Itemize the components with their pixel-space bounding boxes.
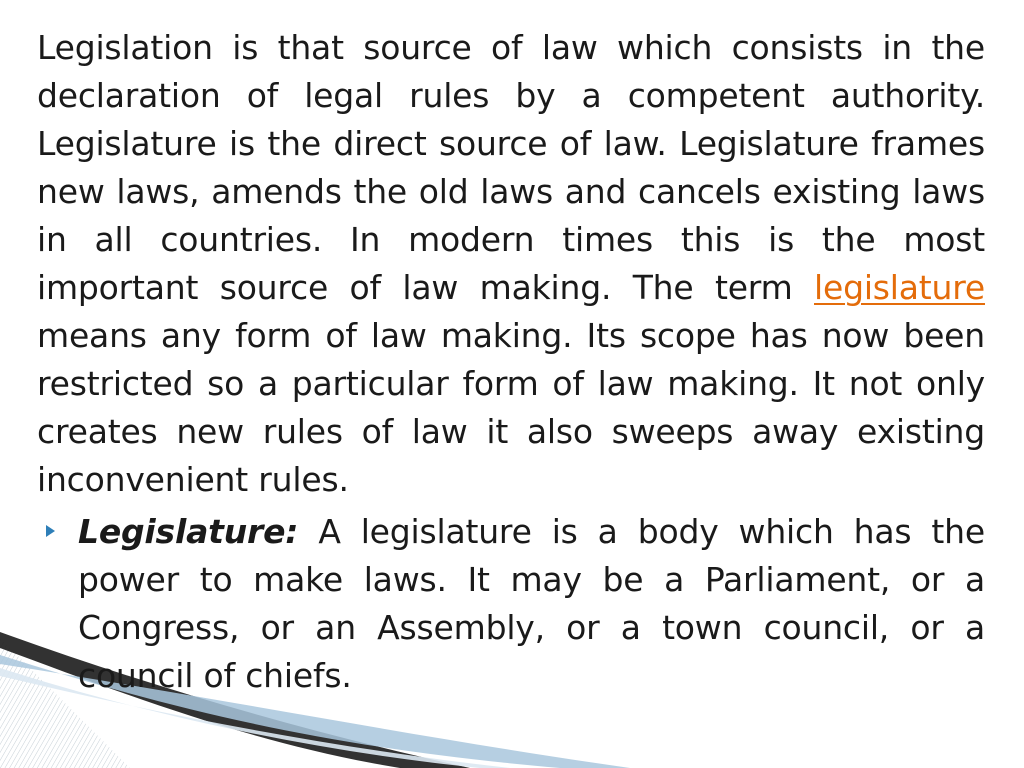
text-content [37, 24, 985, 700]
bullet-item [37, 508, 985, 700]
paragraph-text-after-link: means any form of law making. Its scope has now been restricted so a particular form of law making. It not only creates new rules of law it also sweeps away existing inconvenient rules. [37, 316, 985, 499]
body-paragraph [37, 24, 985, 504]
bullet-text [78, 508, 985, 700]
bullet-term: Legislature: [78, 512, 299, 551]
paragraph-text-before-link: Legislation is that source of law which consists in the declaration of legal rules by a competent authority. Legislature is the direct source of law. Legislature frames new laws, amends the old laws and cancels existing laws in all countries. In modern times this is the most important source of law making. The term [37, 28, 985, 307]
legislature-link[interactable]: legislature [814, 268, 985, 307]
triangle-bullet-icon [46, 525, 55, 537]
bullet-definition: A legislature is a body which has the power to make laws. It may be a Parliament, or a Congress, or an Assembly, or a town council, or a council of chiefs. [78, 512, 985, 695]
